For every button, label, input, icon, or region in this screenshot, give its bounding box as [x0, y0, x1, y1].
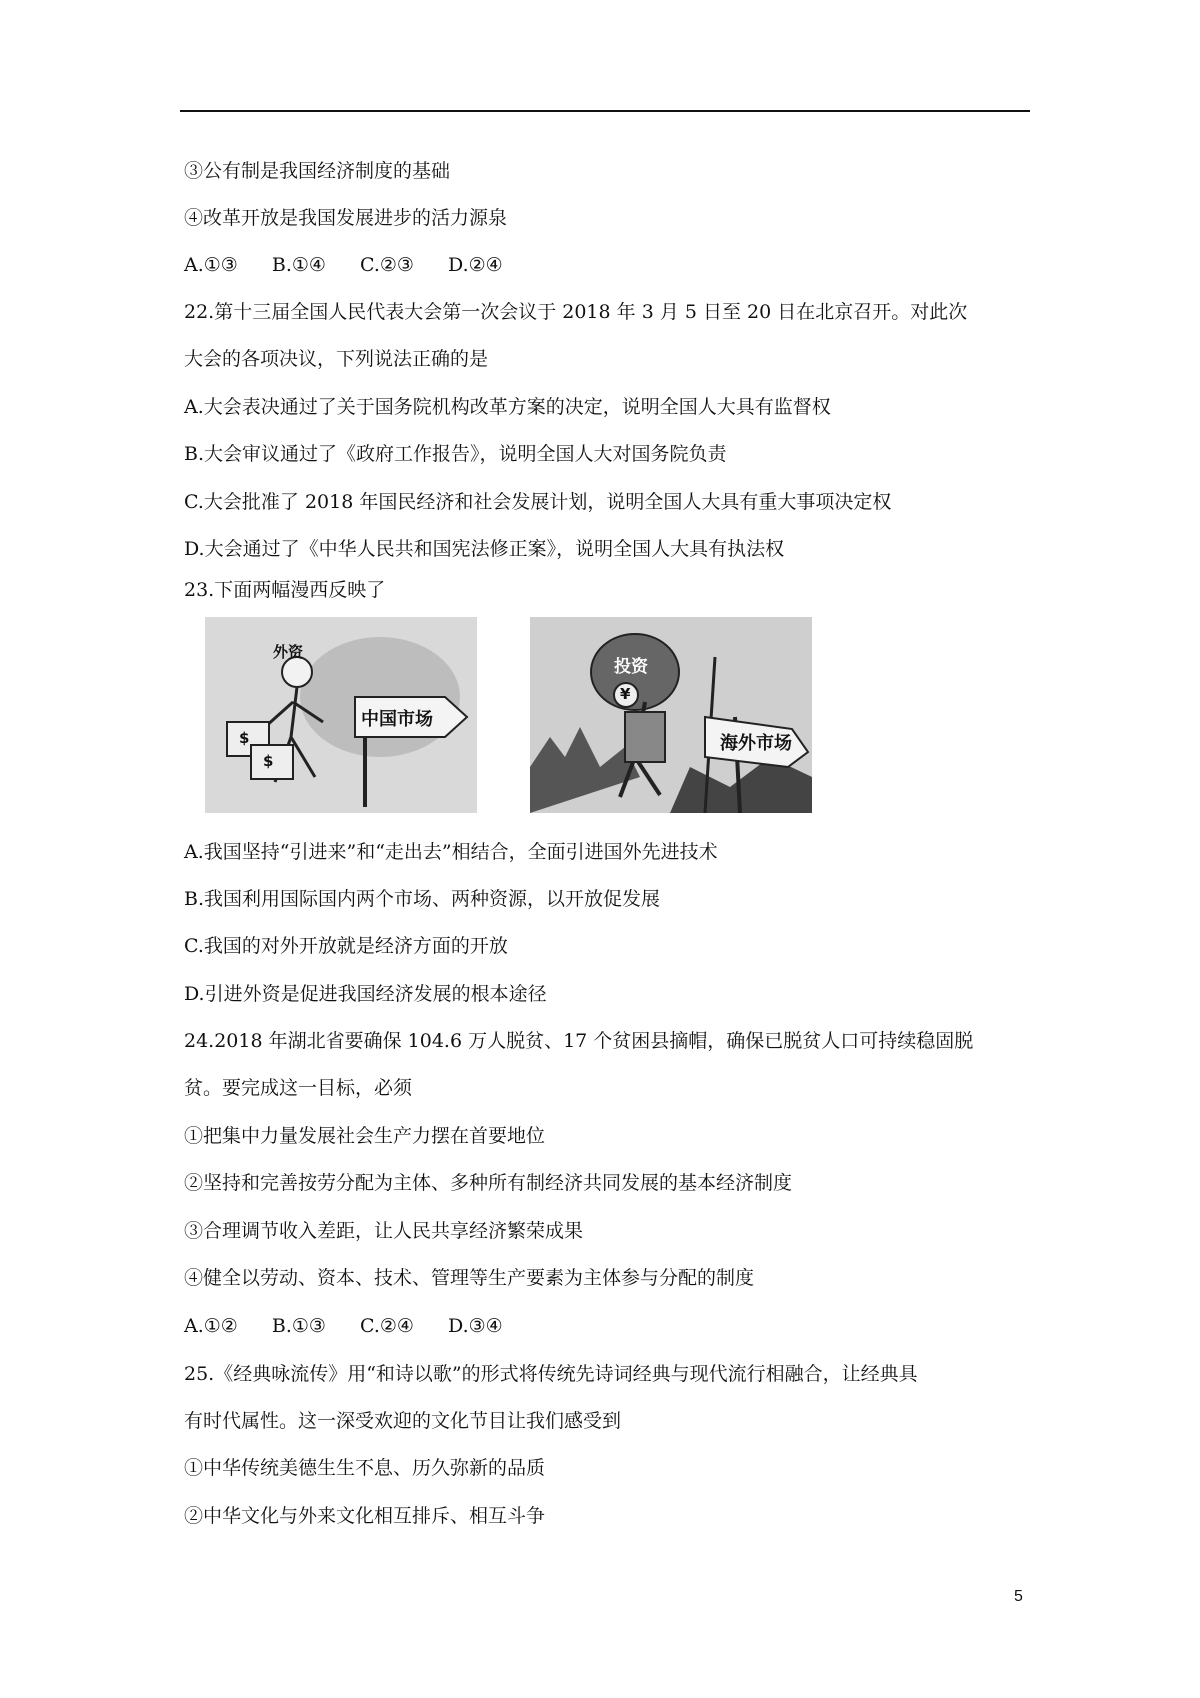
statement-line: ①把集中力量发展社会生产力摆在首要地位	[184, 1125, 546, 1147]
page-number: 5	[1014, 1588, 1023, 1605]
head-label: 外资	[273, 643, 304, 661]
answer-options-q24	[184, 1314, 503, 1338]
question-24: 24.2018 年湖北省要确保 104.6 万人脱贫、17 个贫困县摘帽，确保已脱贫人口可持续稳固脱	[184, 1030, 974, 1052]
dollar-symbol: $	[263, 752, 274, 770]
yuan-symbol: ¥	[620, 685, 631, 703]
cartoon-foreign-capital-drawing	[205, 617, 477, 813]
statement-line: ②中华文化与外来文化相互排斥、相互斗争	[184, 1505, 546, 1527]
option-c: C.②④	[360, 1315, 414, 1337]
text-line: ④改革开放是我国发展进步的活力源泉	[184, 207, 508, 229]
option-line: D.大会通过了《中华人民共和国宪法修正案》，说明全国人大具有执法权	[184, 538, 785, 560]
option-a: A.①②	[184, 1315, 238, 1337]
cartoon-foreign-capital	[205, 617, 477, 813]
sign-overseas-market: 海外市场	[720, 733, 792, 754]
question-23: 23.下面两幅漫西反映了	[184, 579, 386, 601]
cartoon-overseas-investment	[530, 617, 812, 813]
option-line: A.大会表决通过了关于国务院机构改革方案的决定，说明全国人大具有监督权	[184, 396, 831, 418]
answer-options-q21	[184, 253, 503, 277]
option-line: B.我国利用国际国内两个市场、两种资源，以开放促发展	[184, 888, 661, 910]
option-b: B.①④	[271, 254, 326, 276]
option-line: A.我国坚持“引进来”和“走出去”相结合，全面引进国外先进技术	[184, 841, 718, 863]
statement-line: ①中华传统美德生生不息、历久弥新的品质	[184, 1457, 546, 1479]
option-line: C.大会批准了 2018 年国民经济和社会发展计划，说明全国人大具有重大事项决定权	[184, 491, 892, 513]
option-d: D.③④	[448, 1315, 503, 1337]
text-line: ③公有制是我国经济制度的基础	[184, 160, 451, 182]
question-25: 25.《经典咏流传》用“和诗以歌”的形式将传统先诗词经典与现代流行相融合，让经典具	[184, 1363, 918, 1385]
text-line: 大会的各项决议，下列说法正确的是	[184, 348, 489, 370]
option-b: B.①③	[271, 1315, 326, 1337]
option-c: C.②③	[360, 254, 414, 276]
question-22: 22.第十三届全国人民代表大会第一次会议于 2018 年 3 月 5 日至 20 日在北京召开。对此次	[184, 301, 968, 323]
option-d: D.②④	[448, 254, 503, 276]
text-line: 有时代属性。这一深受欢迎的文化节目让我们感受到	[184, 1410, 622, 1432]
header-rule	[180, 110, 1030, 112]
statement-line: ②坚持和完善按劳分配为主体、多种所有制经济共同发展的基本经济制度	[184, 1172, 793, 1194]
statement-line: ④健全以劳动、资本、技术、管理等生产要素为主体参与分配的制度	[184, 1267, 755, 1289]
text-line: 贫。要完成这一目标，必须	[184, 1077, 413, 1099]
bag-label: 投资	[614, 657, 648, 677]
dollar-symbol: $	[239, 729, 250, 747]
option-line: C.我国的对外开放就是经济方面的开放	[184, 935, 508, 957]
sign-china-market: 中国市场	[361, 709, 433, 730]
option-line: B.大会审议通过了《政府工作报告》，说明全国人大对国务院负责	[184, 443, 727, 465]
option-line: D.引进外资是促进我国经济发展的根本途径	[184, 983, 547, 1005]
statement-line: ③合理调节收入差距，让人民共享经济繁荣成果	[184, 1220, 584, 1242]
option-a: A.①③	[184, 254, 238, 276]
cartoon-overseas-investment-drawing	[530, 617, 812, 813]
